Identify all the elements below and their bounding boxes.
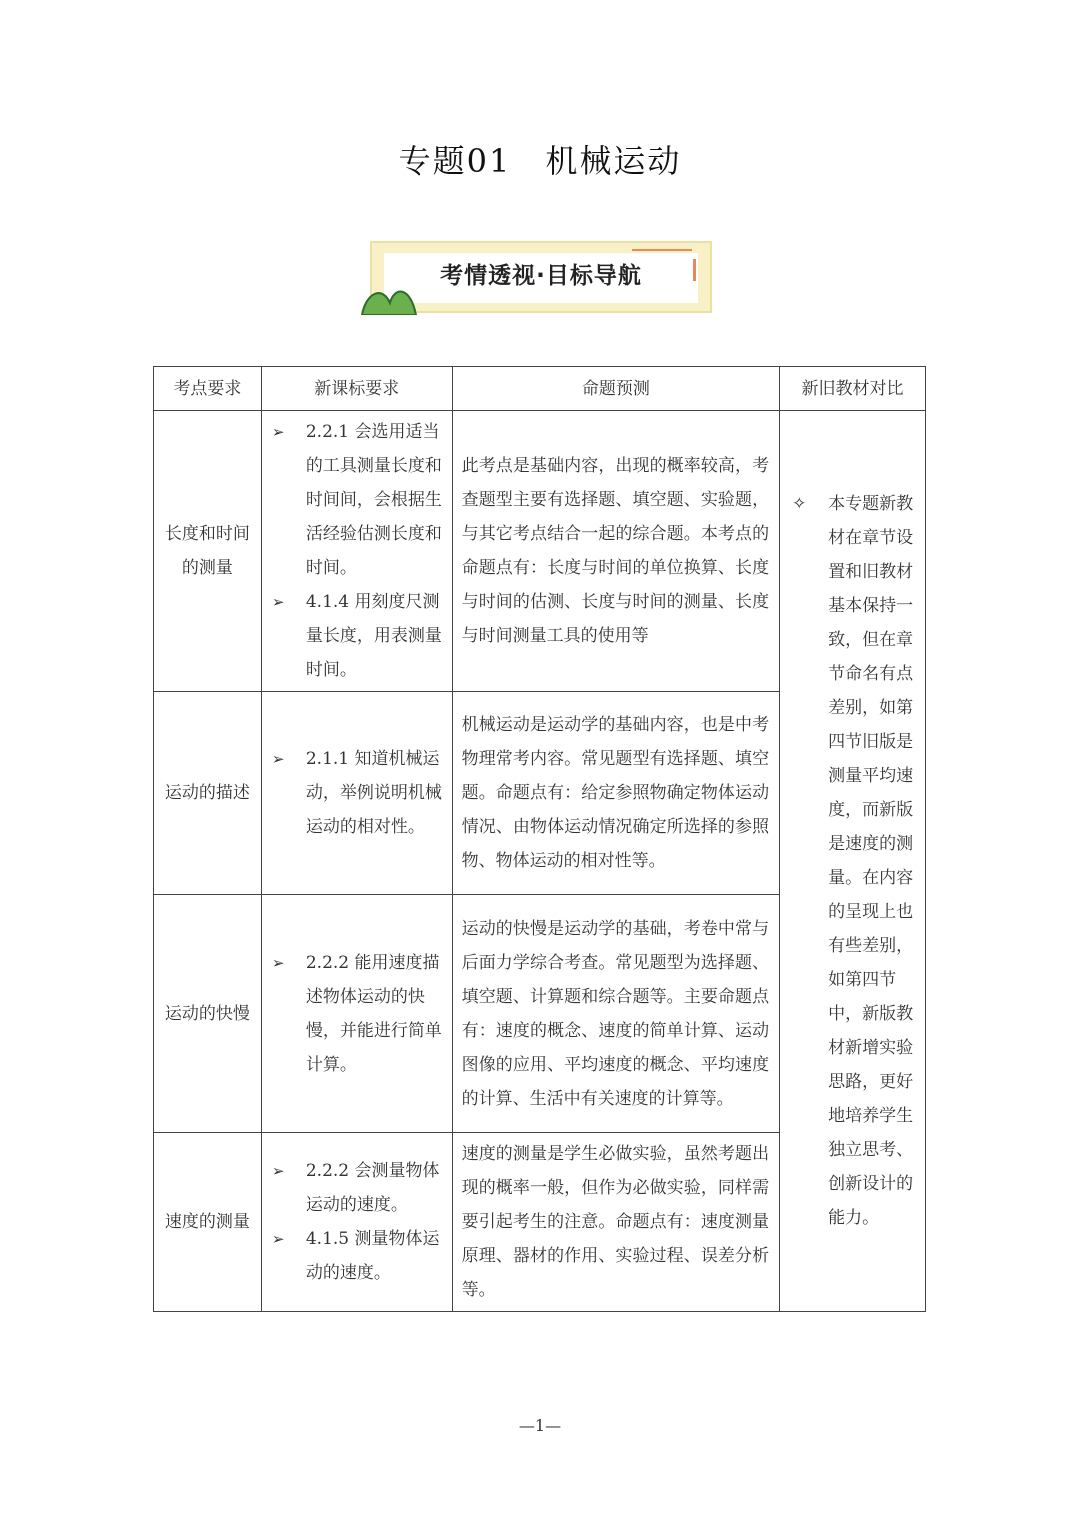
header-topic: 考点要求	[154, 367, 262, 411]
banner-text: 考情透视·目标导航	[440, 263, 642, 289]
table-header-row	[154, 367, 926, 411]
arrow-bullet-icon: ➢	[271, 593, 285, 611]
topic-cell: 运动的描述	[154, 692, 262, 895]
topic-cell: 长度和时间的测量	[154, 411, 262, 692]
arrow-bullet-icon: ➢	[271, 750, 285, 768]
requirement-item: ➢ 2.2.1 会选用适当的工具测量长度和时间间，会根据生活经验估测长度和时间。	[272, 415, 444, 585]
topic-cell: 运动的快慢	[154, 895, 262, 1133]
arrow-bullet-icon: ➢	[271, 1230, 285, 1248]
section-banner	[370, 241, 712, 313]
prediction-cell: 速度的测量是学生必做实验，虽然考题出现的概率一般，但作为必做实验，同样需要引起考生的注意。命题点有：速度测量原理、器材的作用、实验过程、误差分析等。	[452, 1133, 779, 1312]
header-prediction: 命题预测	[452, 367, 779, 411]
topic-cell: 速度的测量	[154, 1133, 262, 1312]
arrow-bullet-icon: ➢	[271, 1162, 285, 1180]
prediction-cell: 运动的快慢是运动学的基础，考卷中常与后面力学综合考查。常见题型为选择题、填空题、计算题和综合题等。主要命题点有：速度的概念、速度的简单计算、运动图像的应用、平均速度的概念、平均速度的计算、生活中有关速度的计算等。	[452, 895, 779, 1133]
page-number: —1—	[518, 1416, 562, 1435]
diamond-star-icon: ✧	[792, 494, 807, 514]
requirements-cell	[261, 895, 452, 1133]
requirement-item: ➢ 4.1.5 测量物体运动的速度。	[272, 1222, 444, 1290]
comparison-cell	[780, 411, 926, 1312]
prediction-cell: 此考点是基础内容，出现的概率较高，考查题型主要有选择题、填空题、实验题，与其它考点结合一起的综合题。本考点的命题点有：长度与时间的单位换算、长度与时间的估测、长度与时间的测量、长度与时间测量工具的使用等	[452, 411, 779, 692]
table-row	[154, 411, 926, 692]
arrow-bullet-icon: ➢	[271, 953, 285, 972]
hills-icon	[360, 273, 418, 315]
header-standard: 新课标要求	[261, 367, 452, 411]
header-comparison: 新旧教材对比	[780, 367, 926, 411]
requirements-cell	[261, 411, 452, 692]
requirement-item: ➢ 4.1.4 用刻度尺测量长度，用表测量时间。	[272, 585, 444, 687]
arrow-bullet-icon: ➢	[271, 423, 285, 441]
requirement-item: ➢ 2.1.1 知道机械运动，举例说明机械运动的相对性。	[272, 742, 444, 844]
comparison-item: ✧ 本专题新教材在章节设置和旧教材基本保持一致，但在章节命名有点差别，如第四节旧版是测量平均速度，而新版是速度的测量。在内容的呈现上也有些差别，如第四节中，新版教材新增实验思路，更好地培养学生独立思考、创新设计的能力。	[792, 487, 915, 1235]
requirements-cell	[261, 1133, 452, 1312]
exam-analysis-table	[153, 366, 926, 1312]
requirement-item: ➢ 2.2.2 能用速度描述物体运动的快慢，并能进行简单计算。	[272, 946, 444, 1082]
requirements-cell	[261, 692, 452, 895]
requirement-item: ➢ 2.2.2 会测量物体运动的速度。	[272, 1154, 444, 1222]
title-part-name: 机械运动	[545, 142, 682, 180]
banner-accent-line	[632, 249, 692, 251]
title-part-number: 专题01	[398, 142, 512, 180]
page-title	[0, 136, 1080, 182]
prediction-cell: 机械运动是运动学的基础内容，也是中考物理常考内容。常见题型有选择题、填空题。命题点有：给定参照物确定物体运动情况、由物体运动情况确定所选择的参照物、物体运动的相对性等。	[452, 692, 779, 895]
